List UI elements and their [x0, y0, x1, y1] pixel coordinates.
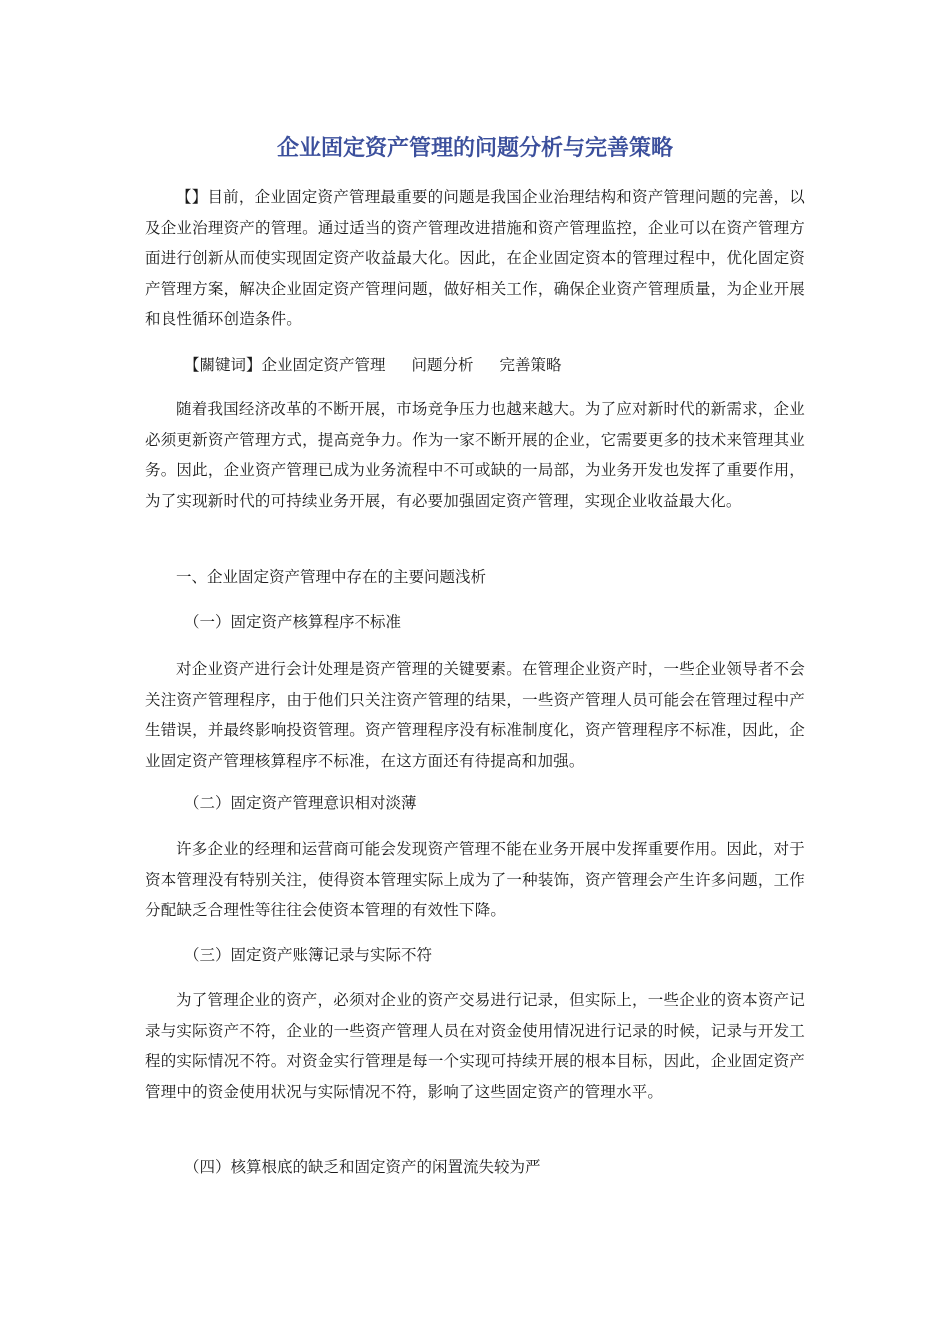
subsection-body: 对企业资产进行会计处理是资产管理的关键要素。在管理企业资产时，一些企业领导者不会关注资产管理程序，由于他们只关注资产管理的结果，一些资产管理人员可能会在管理过程中产生错误，并最终影响投资管理。资产管理程序没有标准制度化，资产管理程序不标准，因此，企业固定资产管理核算程序不标准，在这方面还有待提高和加强。: [145, 660, 805, 770]
subsection-heading: （二）固定资产管理意识相对淡薄: [184, 794, 417, 812]
subsection-heading: （四）核算根底的缺乏和固定资产的闲置流失较为严: [184, 1158, 541, 1176]
keywords-label: 【關键词】企业固定资产管理: [184, 356, 386, 374]
document-title: 企业固定资产管理的问题分析与完善策略: [276, 136, 673, 161]
intro-paragraph: 随着我国经济改革的不断开展，市场竞争压力也越来越大。为了应对新时代的新需求，企业必须更新资产管理方式，提高竞争力。作为一家不断开展的企业，它需要更多的技术来管理其业务。因此，企业资产管理已成为业务流程中不可或缺的一局部，为业务开发也发挥了重要作用，为了实现新时代的可持续业务开展，有必要加强固定资产管理，实现企业收益最大化。: [145, 400, 805, 510]
keyword-item: 完善策略: [499, 356, 562, 374]
subsection-heading: （三）固定资产账簿记录与实际不符: [184, 946, 433, 964]
subsection-body: 为了管理企业的资产，必须对企业的资产交易进行记录，但实际上，一些企业的资本资产记录与实际资产不符，企业的一些资产管理人员在对资金使用情况进行记录的时候，记录与开发工程的实际情况不符。对资金实行管理是每一个实现可持续开展的根本目标，因此，企业固定资产管理中的资金使用状况与实际情况不符，影响了这些固定资产的管理水平。: [145, 991, 805, 1101]
keyword-item: 问题分析: [411, 356, 474, 374]
section-heading: 一、企业固定资产管理中存在的主要问题浅析: [176, 568, 487, 586]
subsection-heading: （一）固定资产核算程序不标准: [184, 613, 402, 631]
subsection-body: 许多企业的经理和运营商可能会发现资产管理不能在业务开展中发挥重要作用。因此，对于资本管理没有特别关注，使得资本管理实际上成为了一种装饰，资产管理会产生许多问题，工作分配缺乏合理性等往往会使资本管理的有效性下降。: [145, 840, 805, 919]
abstract-paragraph: 【】目前，企业固定资产管理最重要的问题是我国企业治理结构和资产管理问题的完善，以及企业治理资产的管理。通过适当的资产管理改进措施和资产管理监控，企业可以在资产管理方面进行创新从而使实现固定资产收益最大化。因此，在企业固定资本的管理过程中，优化固定资产管理方案，解决企业固定资产管理问题，做好相关工作，确保企业资产管理质量，为企业开展和良性循环创造条件。: [145, 188, 805, 328]
keywords-line: [145, 350, 844, 380]
